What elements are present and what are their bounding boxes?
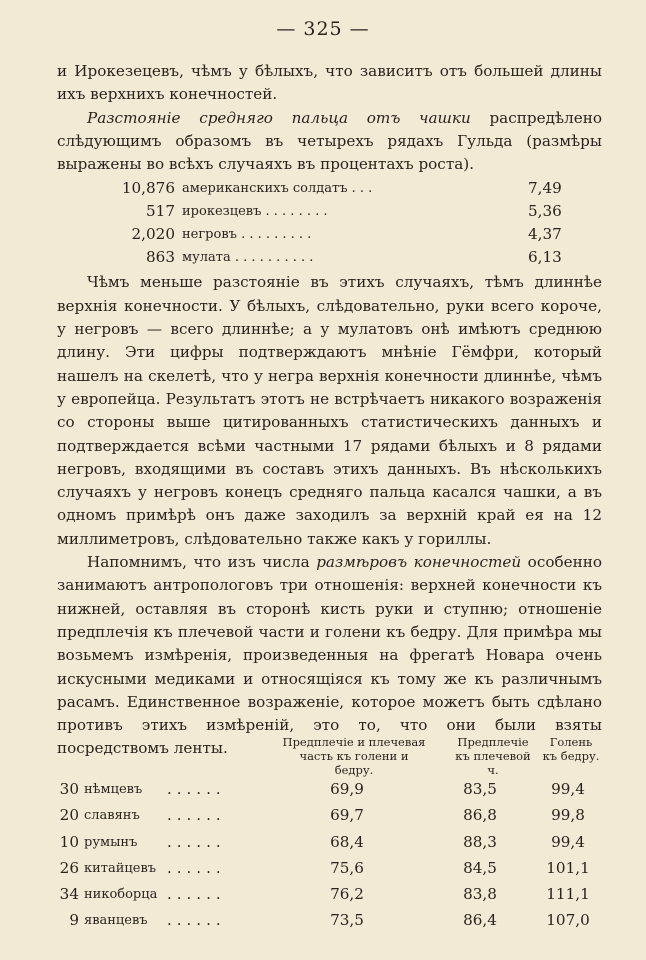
stats-list	[57, 177, 602, 269]
stats-row	[57, 200, 602, 223]
row-name: яванцевъ	[84, 913, 148, 929]
cell-ratio-1: 73,5	[330, 911, 364, 930]
stats-count: 10,876	[121, 179, 175, 198]
row-name: славянъ	[84, 808, 140, 824]
leader-dots: . . .	[347, 181, 373, 197]
cell-ratio-1: 76,2	[330, 885, 364, 904]
leader-dots: ......	[167, 911, 226, 930]
cell-ratio-2: 83,8	[463, 885, 497, 904]
table-header	[57, 735, 602, 783]
table-row	[57, 885, 602, 911]
stats-value: 4,37	[528, 225, 562, 244]
table-row	[57, 806, 602, 832]
cell-ratio-2: 88,3	[463, 832, 497, 851]
paragraph-4-text: особенно занимаютъ антропологовъ три отношенія: верхней конечности къ нижней, оставляя въ сторонѣ кисть руки и ступню; отношеніе предплечія къ плечевой части и голени къ бедру. Для примѣра мы возьмемъ измѣренія, произведенныя на фрегатѣ Новара очень искусными медиками и относящіяся къ тому же къ различнымъ расамъ. Единственное возраженіе, которое можетъ быть сдѣлано противъ этихъ измѣреній, это то, что они были взяты посредствомъ ленты.	[57, 553, 602, 758]
stats-name-text: мулата	[182, 250, 231, 266]
column-header-1: Предплечіе и плечевая часть къ голени и бедру.	[282, 735, 426, 777]
leader-dots: ......	[167, 780, 226, 798]
row-count: 26	[59, 858, 79, 877]
row-count: 30	[59, 780, 79, 798]
leader-dots: . . . . . . . .	[265, 204, 328, 220]
row-name: румынъ	[84, 834, 138, 850]
stats-row	[57, 246, 602, 269]
stats-name	[182, 177, 372, 200]
row-count: 20	[59, 806, 79, 825]
italic-phrase: Разстояніе средняго пальца отъ чашки	[87, 108, 471, 127]
table-row	[57, 911, 602, 937]
cell-ratio-3: 99,4	[551, 832, 585, 851]
paragraph-2	[57, 107, 602, 177]
cell-ratio-1: 69,9	[330, 780, 364, 798]
cell-ratio-3: 99,4	[551, 780, 585, 798]
table-row	[57, 833, 602, 859]
stats-value: 5,36	[528, 202, 562, 221]
page-number: — 325 —	[276, 18, 370, 40]
table-row	[57, 859, 602, 885]
cell-ratio-3: 99,8	[551, 806, 585, 825]
stats-name-text: американскихъ солдатъ	[182, 181, 348, 197]
cell-ratio-1: 69,7	[330, 806, 364, 825]
cell-ratio-2: 86,4	[463, 911, 497, 930]
leader-dots: ......	[167, 806, 226, 825]
cell-ratio-1: 75,6	[330, 858, 364, 877]
measurements-table	[57, 780, 602, 938]
cell-ratio-3: 107,0	[546, 911, 590, 930]
leader-dots: . . . . . . . . .	[241, 227, 312, 243]
column-header-3: Голень къ бедру.	[542, 735, 600, 763]
paragraph-4	[57, 551, 602, 761]
cell-ratio-3: 111,1	[546, 885, 590, 904]
stats-row	[57, 177, 602, 200]
cell-ratio-2: 86,8	[463, 806, 497, 825]
leader-dots: ......	[167, 885, 226, 904]
row-count: 9	[69, 911, 79, 930]
stats-value: 6,13	[528, 248, 562, 267]
paragraph-2-text: распредѣлено слѣдующимъ образомъ въ четырехъ рядахъ Гульда (размѣры выражены во всѣхъ случаяхъ въ процентахъ роста).	[57, 108, 602, 174]
stats-count: 863	[146, 248, 175, 267]
cell-ratio-2: 83,5	[463, 780, 497, 798]
table-row	[57, 780, 602, 806]
page-body	[57, 60, 602, 761]
column-header-2: Предплечіе къ плечевой ч.	[455, 735, 531, 777]
stats-row	[57, 223, 602, 246]
stats-name-text: негровъ	[182, 227, 237, 243]
stats-name	[182, 246, 313, 269]
row-count: 34	[59, 885, 79, 904]
stats-value: 7,49	[528, 179, 562, 198]
stats-name	[182, 223, 311, 246]
row-name: никоборца	[84, 887, 158, 903]
cell-ratio-2: 84,5	[463, 858, 497, 877]
italic-phrase: размѣровъ конечностей	[316, 553, 522, 572]
leader-dots: . . . . . . . . . .	[234, 250, 314, 266]
row-name: китайцевъ	[84, 860, 157, 876]
cell-ratio-3: 101,1	[546, 858, 590, 877]
row-count: 10	[59, 832, 79, 851]
row-name: нѣмцевъ	[84, 782, 143, 797]
leader-dots: ......	[167, 858, 226, 877]
leader-dots: ......	[167, 832, 226, 851]
stats-count: 517	[146, 202, 175, 221]
stats-name	[182, 200, 328, 223]
stats-count: 2,020	[131, 225, 175, 244]
paragraph-1: и Ирокезецевъ, чѣмъ у бѣлыхъ, что зависитъ отъ большей длины ихъ верхнихъ конечностей.	[57, 62, 602, 104]
cell-ratio-1: 68,4	[330, 832, 364, 851]
paragraph-4-lead: Напомнимъ, что изъ числа	[87, 553, 317, 572]
paragraph-3: Чѣмъ меньше разстояніе въ этихъ случаяхъ, тѣмъ длиннѣе верхнія конечности. У бѣлыхъ, слѣдовательно, руки всего короче, у негровъ — всего длиннѣе; а у мулатовъ онѣ имѣютъ среднюю длину. Эти цифры подтверждаютъ мнѣніе Гёмфри, который нашелъ на скелетѣ, что у негра верхнія конечности длиннѣе, чѣмъ у европейца. Результатъ этотъ не встрѣчаетъ никакого возраженія со стороны выше цитированныхъ статистическихъ данныхъ и подтверждается всѣми частными 17 рядами бѣлыхъ и 8 рядами негровъ, входящими въ составъ этихъ данныхъ. Въ нѣсколькихъ случаяхъ у негровъ конецъ средняго пальца касался чашки, а въ одномъ примѣрѣ онъ даже заходилъ за верхній край ея на 12 миллиметровъ, слѣдовательно также какъ у гориллы.	[57, 273, 602, 548]
stats-name-text: ирокезцевъ	[182, 204, 262, 220]
